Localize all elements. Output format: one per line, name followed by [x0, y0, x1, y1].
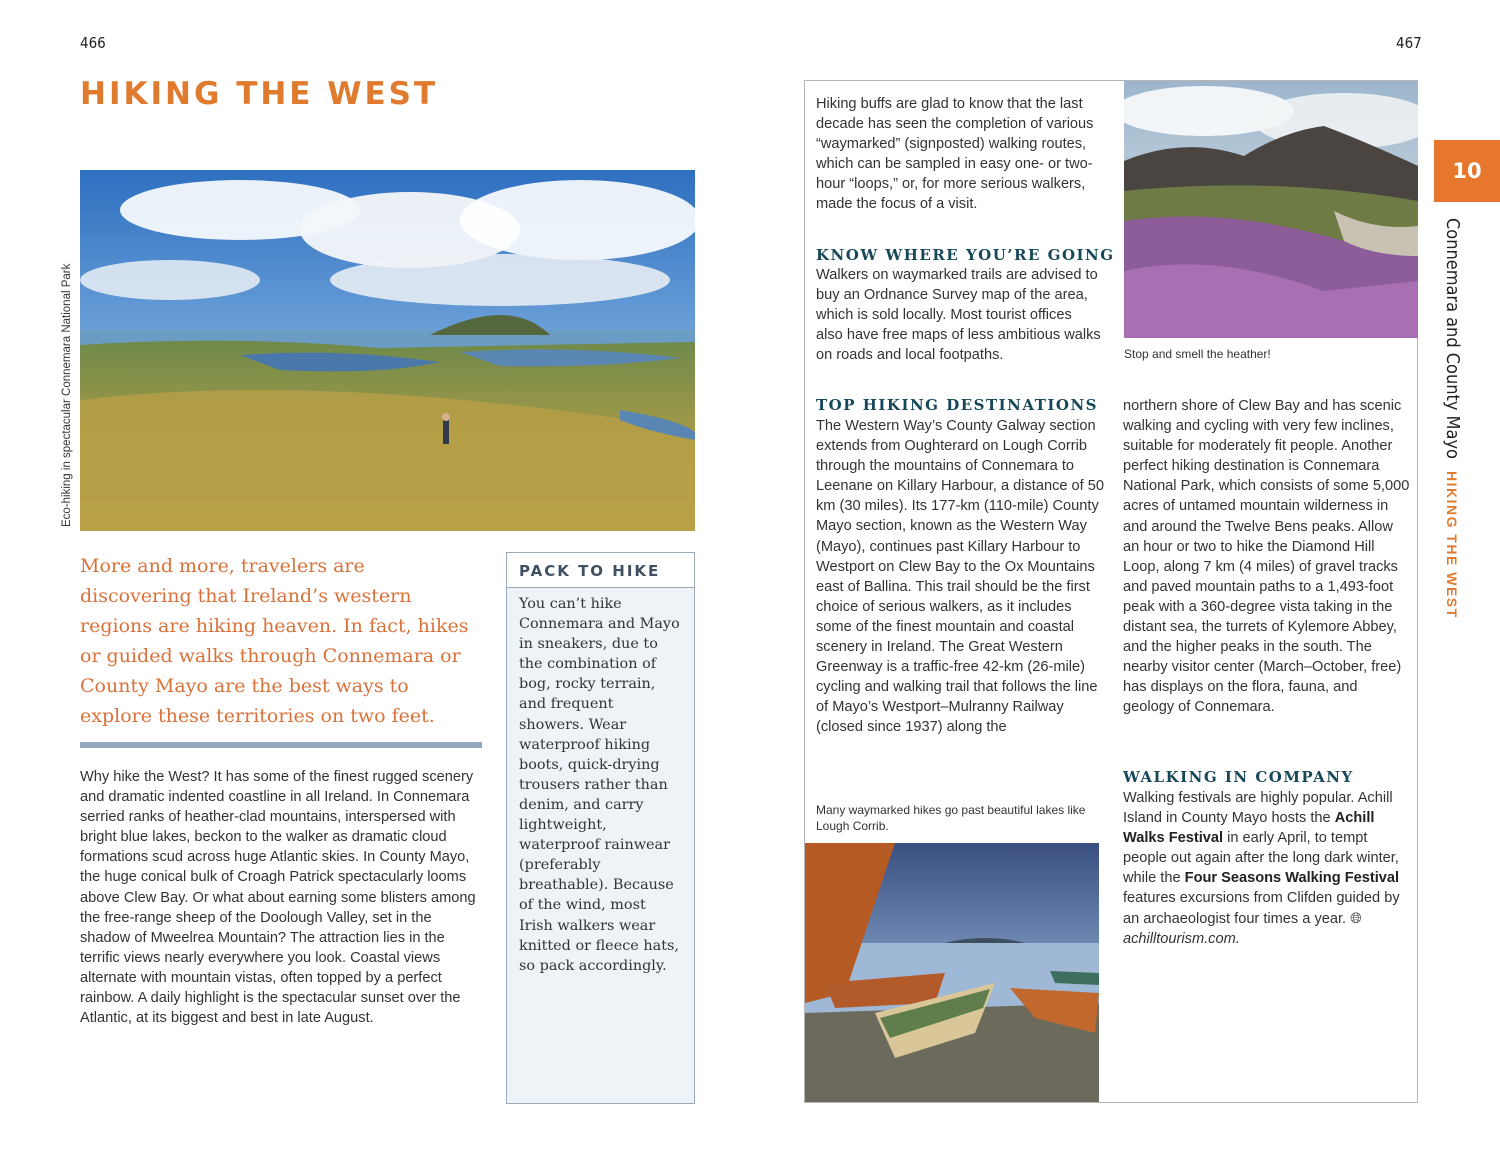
walking-text-part3: features excursions from Clifden guided by an archaeologist four times a year. [1123, 890, 1400, 927]
page-number-right: 467 [1396, 34, 1422, 52]
opening-paragraph: Hiking buffs are glad to know that the last decade has seen the completion of various “waymarked” (signposted) walking routes, which can be sampled in easy one- or two-hour “loops,” or, for more serious walkers, made the focus of a visit. [816, 96, 1094, 213]
top-destinations-text-continued: northern shore of Clew Bay and has scenic walking and cycling with very few inclines, suitable for moderately fit people. Another perfect hiking destination is Connemara National Park, which consists of some 5,000 acres of untamed mountain wilderness in and around the Twelve Bens peaks. Allow an hour or two to hike the Diamond Hill Loop, along 7 km (4 miles) of gravel tracks and paved mountain paths to a 1,493-foot peak with a 360-degree vista taking in the distant sea, the turrets of Kylemore Abbey, and the higher peaks in the south. The nearby visitor center (March–October, free) has displays on the flora, fauna, and geology of Connemara. [1123, 398, 1410, 716]
globe-icon: 🌐︎ [1350, 910, 1362, 927]
heather-photo-caption: Stop and smell the heather! [1124, 347, 1271, 361]
body-text-left: Why hike the West? It has some of the finest rugged scenery and dramatic indented coastline in all Ireland. In Connemara serried ranks of heather-clad mountains, interspersed with bright blue lakes, beckon to the walker as dramatic cloud formations scud across huge Atlantic skies. In County Mayo, the huge conical bulk of Croagh Patrick spectacularly looms above Clew Bay. Or what about earning some blisters among the free-range sheep of the Doolough Valley, set in the shadow of Mweelrea Mountain? The attraction lies in the terrific views nearly everywhere you look. Coastal views alternate with mountain vistas, often topped by a perfect rainbow. A daily highlight is the spectacular sunset over the Atlantic, at its biggest and best in late August. [80, 769, 476, 1027]
know-where-heading: KNOW WHERE YOU’RE GOING [816, 246, 1115, 264]
walking-company-text [1123, 788, 1411, 949]
achill-tourism-link[interactable]: achilltourism.com. [1123, 930, 1240, 947]
section-divider [80, 742, 482, 748]
intro-text: More and more, travelers are discovering that Ireland’s western regions are hiking heaven. In fact, hikes or guided walks through Connemara or County Mayo are the best ways to explore these territories on two feet. [80, 555, 469, 727]
lake-boats-photo [805, 843, 1099, 1102]
top-destinations-text: The Western Way’s County Galway section extends from Oughterard on Lough Corrib through the mountains of Connemara to Leenane on Killary Harbour, a distance of 50 km (30 miles). Its 177-km (110-mile) County Mayo section, known as the Western Way (Mayo), continues past Killary Harbour to Westport on Clew Bay to the Ox Mountains east of Ballina. This trail should be the first choice of serious walkers, as it includes some of the finest mountain and coastal scenery in Ireland. The Great Western Greenway is a traffic-free 42-km (26-mile) cycling and walking trail that follows the line of Mayo’s Westport–Mulranny Railway (closed since 1937) along the [816, 418, 1105, 736]
sidebar-text: You can’t hike Connemara and Mayo in sneakers, due to the combination of bog, rocky terrain, and frequent showers. Wear waterproof hiking boots, quick-drying trousers rather than denim, and carry lightweight, waterproof rainwear (preferably breathable). Because of the wind, most Irish walkers wear knitted or fleece hats, so pack accordingly. [519, 596, 680, 974]
connemara-landscape-photo [80, 170, 695, 531]
chapter-side-head [1442, 218, 1463, 619]
top-destinations-heading: TOP HIKING DESTINATIONS [816, 396, 1098, 414]
walking-text-part1: Walking festivals are highly popular. Achill Island in County Mayo hosts the [1123, 790, 1393, 827]
achill-festival-name: Achill Walks Festival [1123, 810, 1375, 847]
chapter-section: HIKING THE WEST [1444, 470, 1460, 619]
page-title: HIKING THE WEST [80, 76, 439, 112]
page-number-left: 466 [80, 34, 106, 52]
pack-to-hike-sidebar [506, 552, 695, 1104]
walking-company-heading: WALKING IN COMPANY [1123, 768, 1354, 786]
know-where-text: Walkers on waymarked trails are advised to buy an Ordnance Survey map of the area, which is sold locally. Most tourist offices also have free maps of less ambitious walks on roads and local footpaths. [816, 267, 1101, 364]
connemara-photo-caption: Eco-hiking in spectacular Connemara National Park [61, 263, 73, 527]
chapter-tab: 10 [1434, 140, 1500, 202]
walking-text-part2: in early April, to tempt people out again after the long dark winter, while the [1123, 830, 1399, 887]
heather-mountain-photo [1124, 81, 1418, 338]
four-seasons-festival-name: Four Seasons Walking Festival [1184, 870, 1400, 887]
sidebar-heading: PACK TO HIKE [507, 553, 694, 588]
lake-photo-caption: Many waymarked hikes go past beautiful lakes like Lough Corrib. [816, 803, 1086, 833]
chapter-name: Connemara and County Mayo [1442, 218, 1463, 459]
